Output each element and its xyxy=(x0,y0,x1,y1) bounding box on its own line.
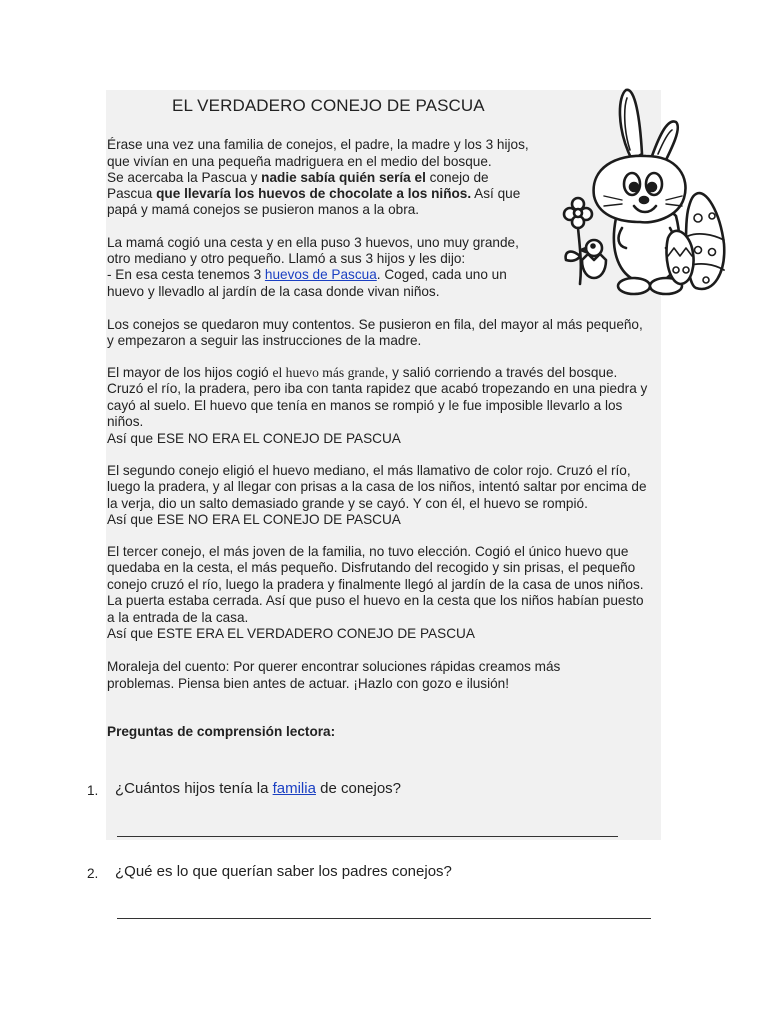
paragraph-6-conclusion: Así que ESTE ERA EL VERDADERO CONEJO DE PASCUA xyxy=(107,626,475,641)
paragraph-6-line-2: quedaba en la cesta, el más pequeño. Disfrutando del recogido y sin prisas, el pequeño xyxy=(107,560,636,575)
question-2-number: 2. xyxy=(87,866,99,881)
question-1-text: ¿Cuántos hijos tenía la familia de conejos? xyxy=(115,780,402,797)
paragraph-4-line-3: cayó al suelo. El huevo que tenía en manos se rompió y le fue imposible llevarlo a los xyxy=(107,398,623,413)
paragraph-4-line-1: El mayor de los hijos cogió el huevo más grande, y salió corriendo a través del bosque. xyxy=(107,365,618,380)
paragraph-1-line-1: Érase una vez una familia de conejos, el padre, la madre y los 3 hijos, xyxy=(107,137,529,152)
paragraph-5-line-1: El segundo conejo eligió el huevo mediano, el más llamativo de color rojo. Cruzó el río, xyxy=(107,463,631,478)
paragraph-2-line-2: otro mediano y otro pequeño. Llamó a sus 3 hijos y les dijo: xyxy=(107,251,466,266)
paragraph-1-line-2: que vivían en una pequeña madriguera en el medio del bosque. xyxy=(107,154,492,169)
paragraph-1-line-3: Se acercaba la Pascua y nadie sabía quién sería el conejo de xyxy=(107,170,489,185)
paragraph-4-line-2: Cruzó el río, la pradera, pero iba con tanta rapidez que acabó tropezando en una piedra y xyxy=(107,381,648,396)
paragraph-6-line-5: a la entrada de la casa. xyxy=(107,610,249,625)
paragraph-6-line-1: El tercer conejo, el más joven de la familia, no tuvo elección. Cogió el único huevo que xyxy=(107,544,629,559)
link-familia[interactable]: familia xyxy=(272,780,316,797)
paragraph-5-line-2: luego la pradera, y al llegar con prisas a la casa de los niños, intentó saltar por encima de xyxy=(107,479,647,494)
paragraph-5-line-3: la verja, dio un salto demasiado grande y se cayó. Y con él, el huevo se rompió. xyxy=(107,496,588,511)
story-title: EL VERDADERO CONEJO DE PASCUA xyxy=(172,96,485,115)
paragraph-6-line-4: La puerta estaba cerrada. Así que puso el huevo en la cesta que los niños habían puesto xyxy=(107,593,644,608)
paragraph-2-line-4: huevo y llevadlo al jardín de la casa donde vivan niños. xyxy=(107,284,440,299)
bold-phrase-chocolate-eggs: que llevaría los huevos de chocolate a los niños. xyxy=(156,186,472,201)
moral-line-1: Moraleja del cuento: Por querer encontrar soluciones rápidas creamos más xyxy=(107,659,561,674)
question-2-answer-line[interactable] xyxy=(117,918,651,919)
paragraph-1-line-5: papá y mamá conejos se pusieron manos a la obra. xyxy=(107,202,420,217)
moral-line-2: problemas. Piensa bien antes de actuar. ¡Hazlo con gozo e ilusión! xyxy=(107,676,510,691)
paragraph-3-line-1: Los conejos se quedaron muy contentos. Se pusieron en fila, del mayor al más pequeño, xyxy=(107,317,643,332)
questions-heading: Preguntas de comprensión lectora: xyxy=(107,724,336,739)
question-1-number: 1. xyxy=(87,783,99,798)
paragraph-4-line-4: niños. xyxy=(107,414,144,429)
question-1-answer-line[interactable] xyxy=(117,836,618,837)
serif-phrase-biggest-egg: el huevo más grande xyxy=(272,365,385,380)
paragraph-2-line-3: - En esa cesta tenemos 3 huevos de Pascua. Coged, cada uno un xyxy=(107,267,507,282)
paragraph-4-conclusion: Así que ESE NO ERA EL CONEJO DE PASCUA xyxy=(107,431,401,446)
paragraph-2-line-1: La mamá cogió una cesta y en ella puso 3 huevos, uno muy grande, xyxy=(107,235,519,250)
easter-bunny-illustration xyxy=(556,88,732,302)
bold-phrase-nobody-knew: nadie sabía quién sería el xyxy=(261,170,426,185)
link-huevos-de-pascua[interactable]: huevos de Pascua xyxy=(264,267,377,282)
question-2-text: ¿Qué es lo que querían saber los padres conejos? xyxy=(115,863,452,880)
paragraph-6-line-3: conejo cruzó el río, luego la pradera y finalmente llegó al jardín de la casa de unos niños. xyxy=(107,577,644,592)
paragraph-3-line-2: y empezaron a seguir las instrucciones de la madre. xyxy=(107,333,422,348)
paragraph-5-conclusion: Así que ESE NO ERA EL CONEJO DE PASCUA xyxy=(107,512,401,527)
paragraph-1-line-4: Pascua que llevaría los huevos de chocolate a los niños. Así que xyxy=(107,186,521,201)
